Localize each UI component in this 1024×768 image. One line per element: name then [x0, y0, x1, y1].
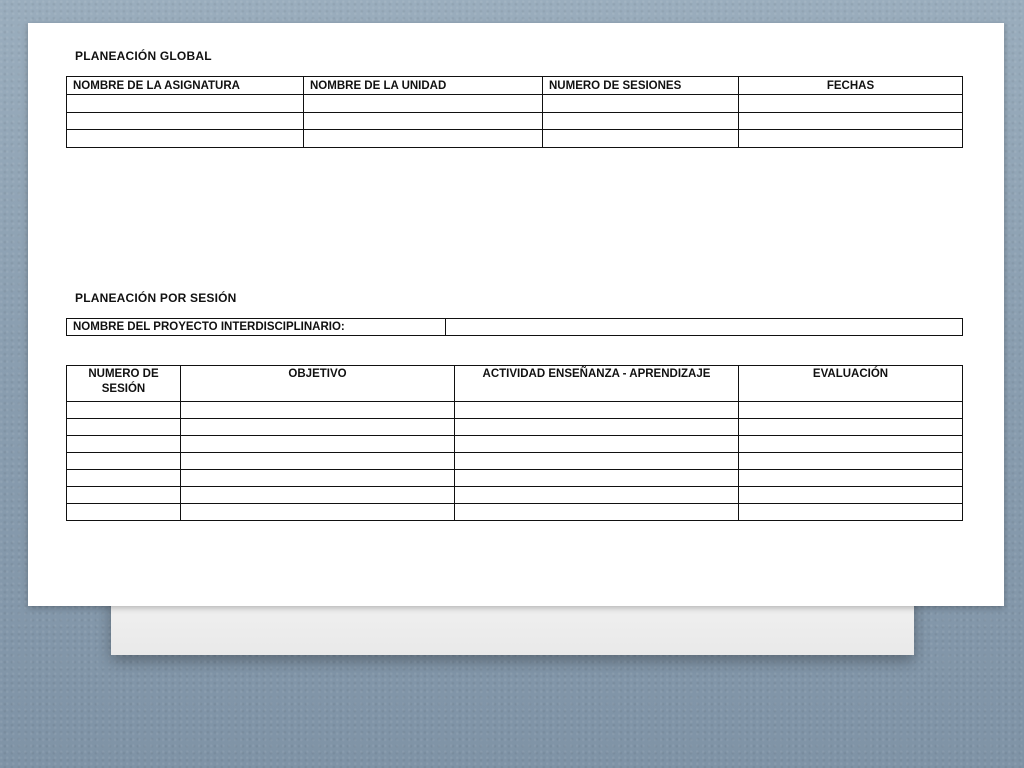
table-cell[interactable] — [181, 470, 455, 487]
global-planning-title: PLANEACIÓN GLOBAL — [75, 49, 212, 63]
table-row — [67, 402, 963, 419]
table-cell[interactable] — [455, 436, 739, 453]
table-cell[interactable] — [739, 436, 963, 453]
header-unit-name: NOMBRE DE LA UNIDAD — [304, 77, 543, 95]
header-teaching-activity: ACTIVIDAD ENSEÑANZA - APRENDIZAJE — [455, 366, 739, 402]
table-cell[interactable] — [67, 504, 181, 521]
table-row — [67, 504, 963, 521]
table-cell[interactable] — [455, 402, 739, 419]
table-cell[interactable] — [181, 453, 455, 470]
table-cell[interactable] — [67, 130, 304, 148]
global-planning-table — [66, 76, 963, 148]
table-cell[interactable] — [67, 402, 181, 419]
project-name-label: NOMBRE DEL PROYECTO INTERDISCIPLINARIO: — [67, 319, 446, 336]
project-name-table — [66, 318, 963, 336]
table-cell[interactable] — [67, 112, 304, 130]
table-cell[interactable] — [304, 95, 543, 113]
session-planning-title: PLANEACIÓN POR SESIÓN — [75, 291, 237, 305]
table-row — [67, 487, 963, 504]
table-row — [67, 112, 963, 130]
table-cell[interactable] — [67, 453, 181, 470]
table-cell[interactable] — [739, 112, 963, 130]
table-row — [67, 419, 963, 436]
table-cell[interactable] — [67, 487, 181, 504]
table-cell[interactable] — [67, 95, 304, 113]
table-cell[interactable] — [181, 436, 455, 453]
table-cell[interactable] — [455, 487, 739, 504]
header-session-count: NUMERO DE SESIONES — [543, 77, 739, 95]
table-cell[interactable] — [739, 419, 963, 436]
table-cell[interactable] — [67, 436, 181, 453]
table-row — [67, 470, 963, 487]
table-header-row — [67, 77, 963, 95]
table-cell[interactable] — [739, 402, 963, 419]
table-cell[interactable] — [739, 504, 963, 521]
table-row — [67, 319, 963, 336]
table-row — [67, 436, 963, 453]
session-planning-table — [66, 365, 963, 521]
table-cell[interactable] — [455, 504, 739, 521]
table-row — [67, 130, 963, 148]
table-cell[interactable] — [181, 402, 455, 419]
table-cell[interactable] — [455, 453, 739, 470]
table-cell[interactable] — [304, 112, 543, 130]
table-cell[interactable] — [739, 487, 963, 504]
table-cell[interactable] — [181, 419, 455, 436]
table-cell[interactable] — [739, 470, 963, 487]
table-cell[interactable] — [739, 130, 963, 148]
header-objective: OBJETIVO — [181, 366, 455, 402]
table-header-row — [67, 366, 963, 402]
table-cell[interactable] — [67, 470, 181, 487]
document-sheet — [28, 23, 1004, 606]
table-row — [67, 453, 963, 470]
table-cell[interactable] — [181, 487, 455, 504]
header-dates: FECHAS — [739, 77, 963, 95]
header-evaluation: EVALUACIÓN — [739, 366, 963, 402]
table-cell[interactable] — [181, 504, 455, 521]
table-cell[interactable] — [543, 95, 739, 113]
header-subject-name: NOMBRE DE LA ASIGNATURA — [67, 77, 304, 95]
table-cell[interactable] — [455, 470, 739, 487]
table-cell[interactable] — [67, 419, 181, 436]
table-cell[interactable] — [739, 95, 963, 113]
header-session-number: NUMERO DE SESIÓN — [67, 366, 181, 402]
table-cell[interactable] — [455, 419, 739, 436]
table-cell[interactable] — [543, 130, 739, 148]
table-cell[interactable] — [739, 453, 963, 470]
project-name-field[interactable] — [446, 319, 963, 336]
table-cell[interactable] — [543, 112, 739, 130]
table-cell[interactable] — [304, 130, 543, 148]
table-row — [67, 95, 963, 113]
